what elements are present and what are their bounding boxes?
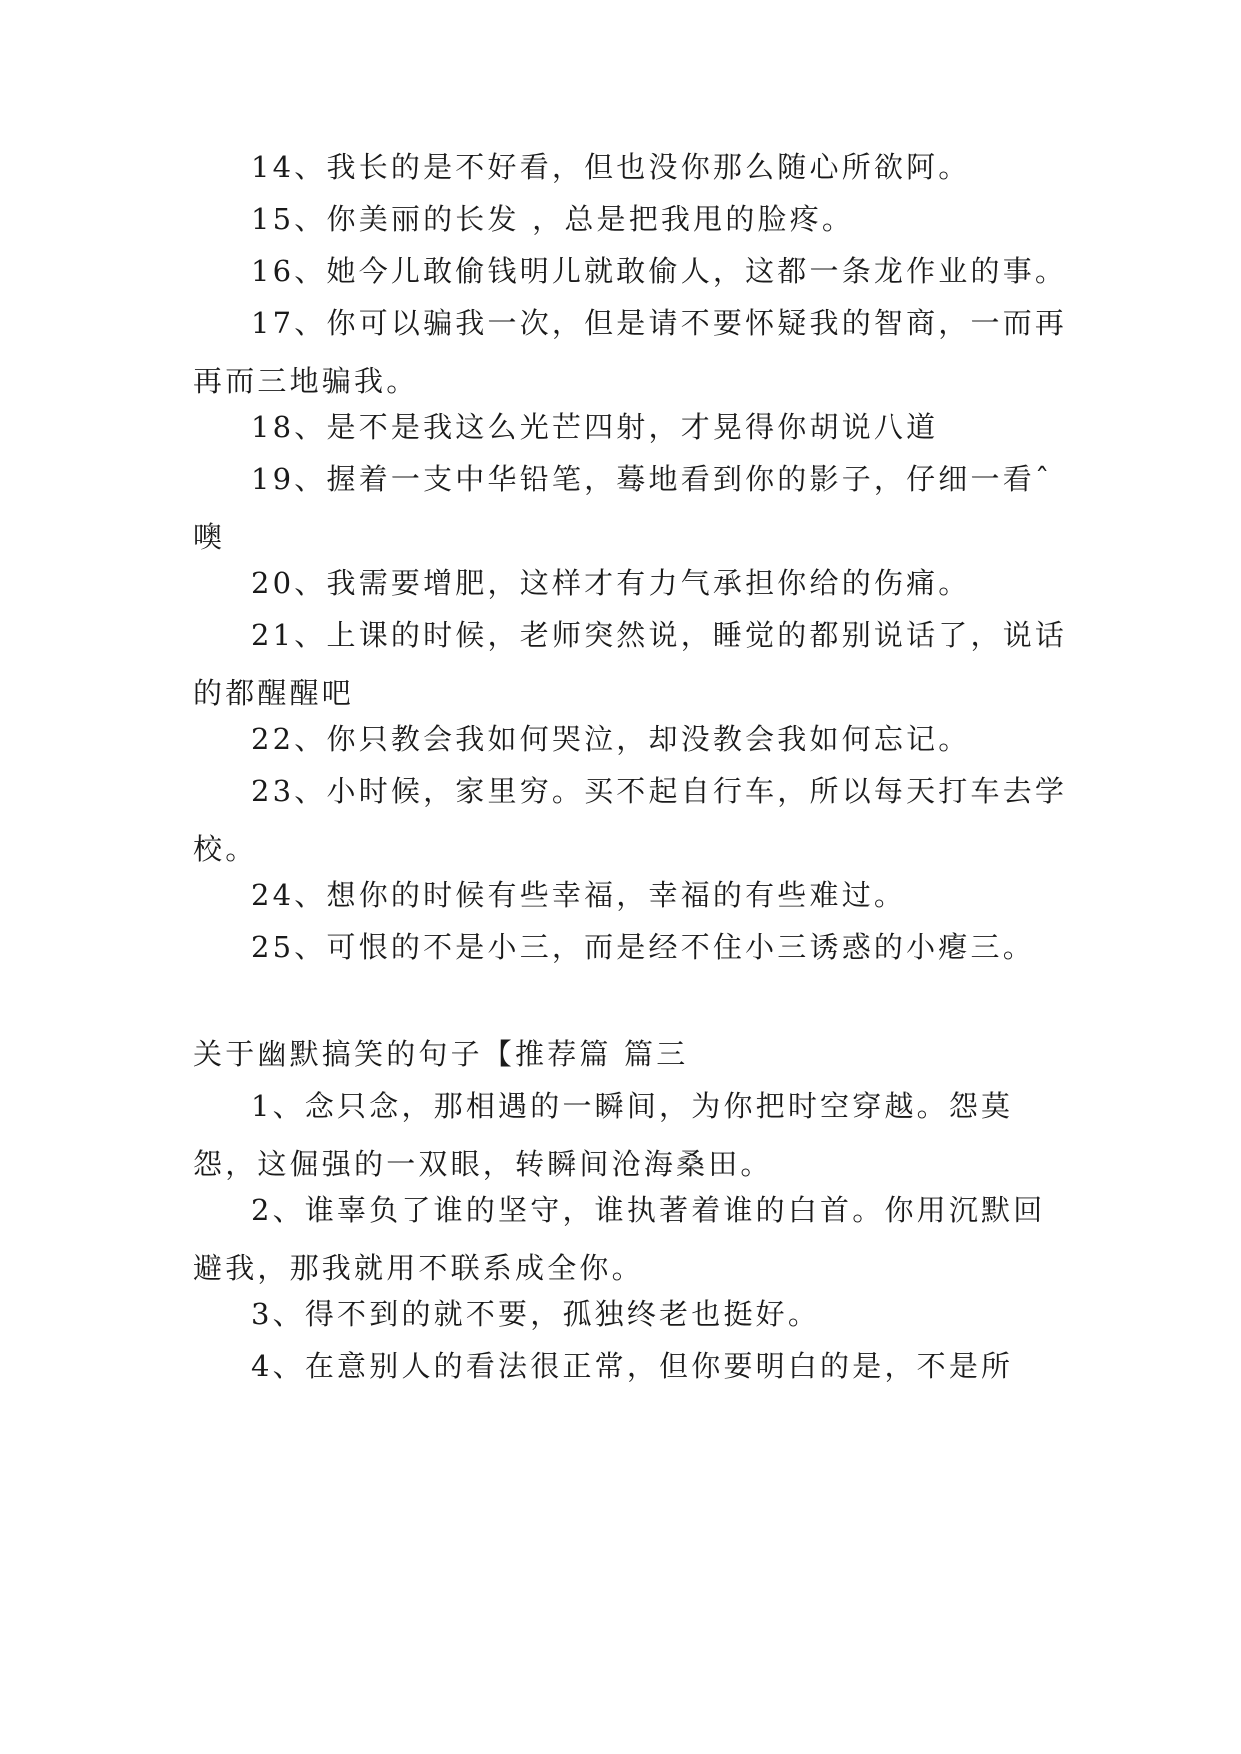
paragraph-19: 19、握着一支中华铅笔，蓦地看到你的影子，仔细一看ˆ噢 (193, 462, 1053, 554)
paragraph-16: 16、她今儿敢偷钱明儿就敢偷人，这都一条龙作业的事。 (251, 254, 1068, 288)
section-heading: 关于幽默搞笑的句子【推荐篇 篇三 (193, 1037, 689, 1071)
paragraph-s3-2: 2、谁辜负了谁的坚守，谁执著着谁的白首。你用沉默回避我，那我就用不联系成全你。 (193, 1193, 1046, 1285)
paragraph-20: 20、我需要增肥，这样才有力气承担你给的伤痛。 (251, 566, 971, 600)
paragraph-15: 15、你美丽的长发 ，总是把我甩的脸疼。 (251, 202, 855, 236)
paragraph-23: 23、小时候，家里穷。买不起自行车，所以每天打车去学校。 (193, 774, 1068, 866)
paragraph-21: 21、上课的时候，老师突然说，睡觉的都别说话了，说话的都醒醒吧 (193, 618, 1068, 710)
paragraph-17: 17、你可以骗我一次，但是请不要怀疑我的智商，一而再再而三地骗我。 (193, 306, 1068, 398)
paragraph-24: 24、想你的时候有些幸福，幸福的有些难过。 (251, 878, 907, 912)
paragraph-s3-1: 1、念只念，那相遇的一瞬间，为你把时空穿越。怨莫怨，这倔强的一双眼，转瞬间沧海桑田。 (193, 1089, 1014, 1181)
paragraph-22: 22、你只教会我如何哭泣，却没教会我如何忘记。 (251, 722, 971, 756)
paragraph-25: 25、可恨的不是小三，而是经不住小三诱惑的小瘪三。 (251, 930, 1035, 964)
paragraph-s3-4: 4、在意别人的看法很正常，但你要明白的是，不是所 (251, 1349, 1014, 1383)
paragraph-14: 14、我长的是不好看，但也没你那么随心所欲阿。 (251, 150, 971, 184)
paragraph-s3-3: 3、得不到的就不要，孤独终老也挺好。 (251, 1297, 821, 1331)
paragraph-18: 18、是不是我这么光芒四射，才晃得你胡说八道 (251, 410, 939, 444)
